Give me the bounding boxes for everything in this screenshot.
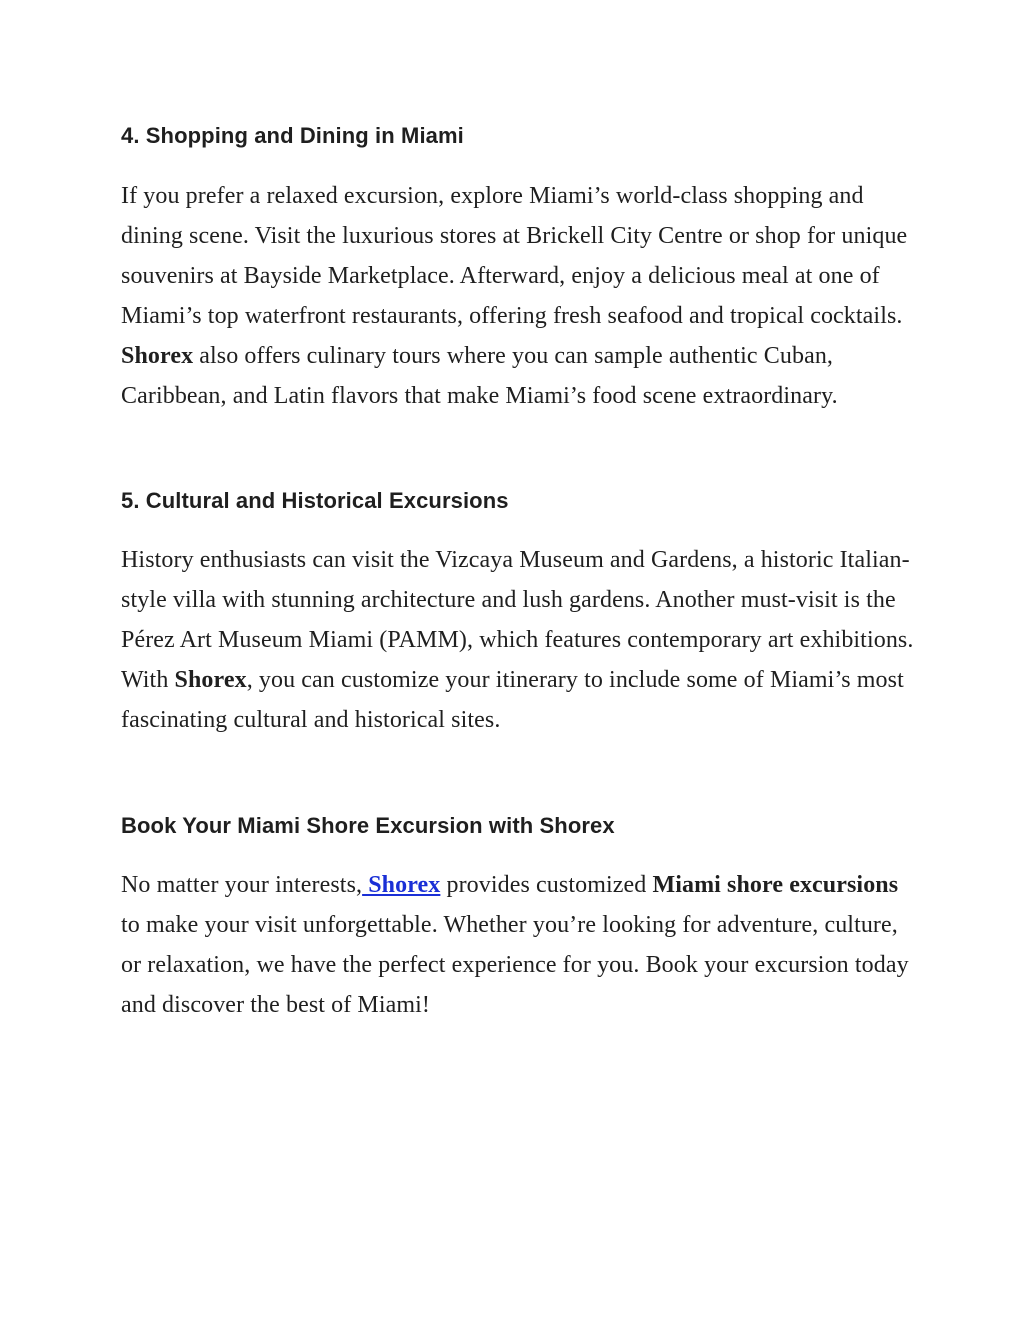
keyword-bold: Miami shore excursions bbox=[652, 872, 899, 898]
brand-name-bold: Shorex bbox=[121, 343, 194, 369]
paragraph-text: History enthusiasts can visit the Vizcaya Museum and Gardens, a historic Italian-style villa with stunning architecture and lush gardens. Another must-visit is the Pérez Art Museum Miami (PAMM), which features contemporary art exhibitions. With bbox=[121, 547, 914, 693]
section-heading-shopping-dining: 4. Shopping and Dining in Miami bbox=[121, 123, 464, 148]
brand-name-bold: Shorex bbox=[174, 667, 247, 693]
paragraph-text: to make your visit unforgettable. Whether you’re looking for adventure, culture, or relaxation, we have the perfect experience for you. Book your excursion today and discover the best of Miami! bbox=[121, 912, 909, 1018]
section-paragraph-cultural-historical bbox=[121, 540, 921, 740]
section-paragraph-book-excursion bbox=[121, 865, 921, 1025]
paragraph-text: , you can customize your itinerary to include some of Miami’s most fascinating cultural and historical sites. bbox=[121, 667, 904, 733]
section-paragraph-shopping-dining bbox=[121, 176, 921, 416]
section-heading-cultural-historical: 5. Cultural and Historical Excursions bbox=[121, 488, 509, 513]
shorex-link[interactable]: Shorex bbox=[362, 872, 441, 898]
paragraph-text: No matter your interests, bbox=[121, 872, 363, 898]
section-heading-book-excursion: Book Your Miami Shore Excursion with Shorex bbox=[121, 813, 615, 838]
paragraph-text: also offers culinary tours where you can sample authentic Cuban, Caribbean, and Latin flavors that make Miami’s food scene extraordinary. bbox=[121, 343, 838, 409]
paragraph-text: If you prefer a relaxed excursion, explore Miami’s world-class shopping and dining scene. Visit the luxurious stores at Brickell City Centre or shop for unique souvenirs at Bayside Marketplace. Afterward, enjoy a delicious meal at one of Miami’s top waterfront restaurants, offering fresh seafood and tropical cocktails. bbox=[121, 183, 908, 329]
paragraph-text: provides customized bbox=[440, 872, 653, 898]
